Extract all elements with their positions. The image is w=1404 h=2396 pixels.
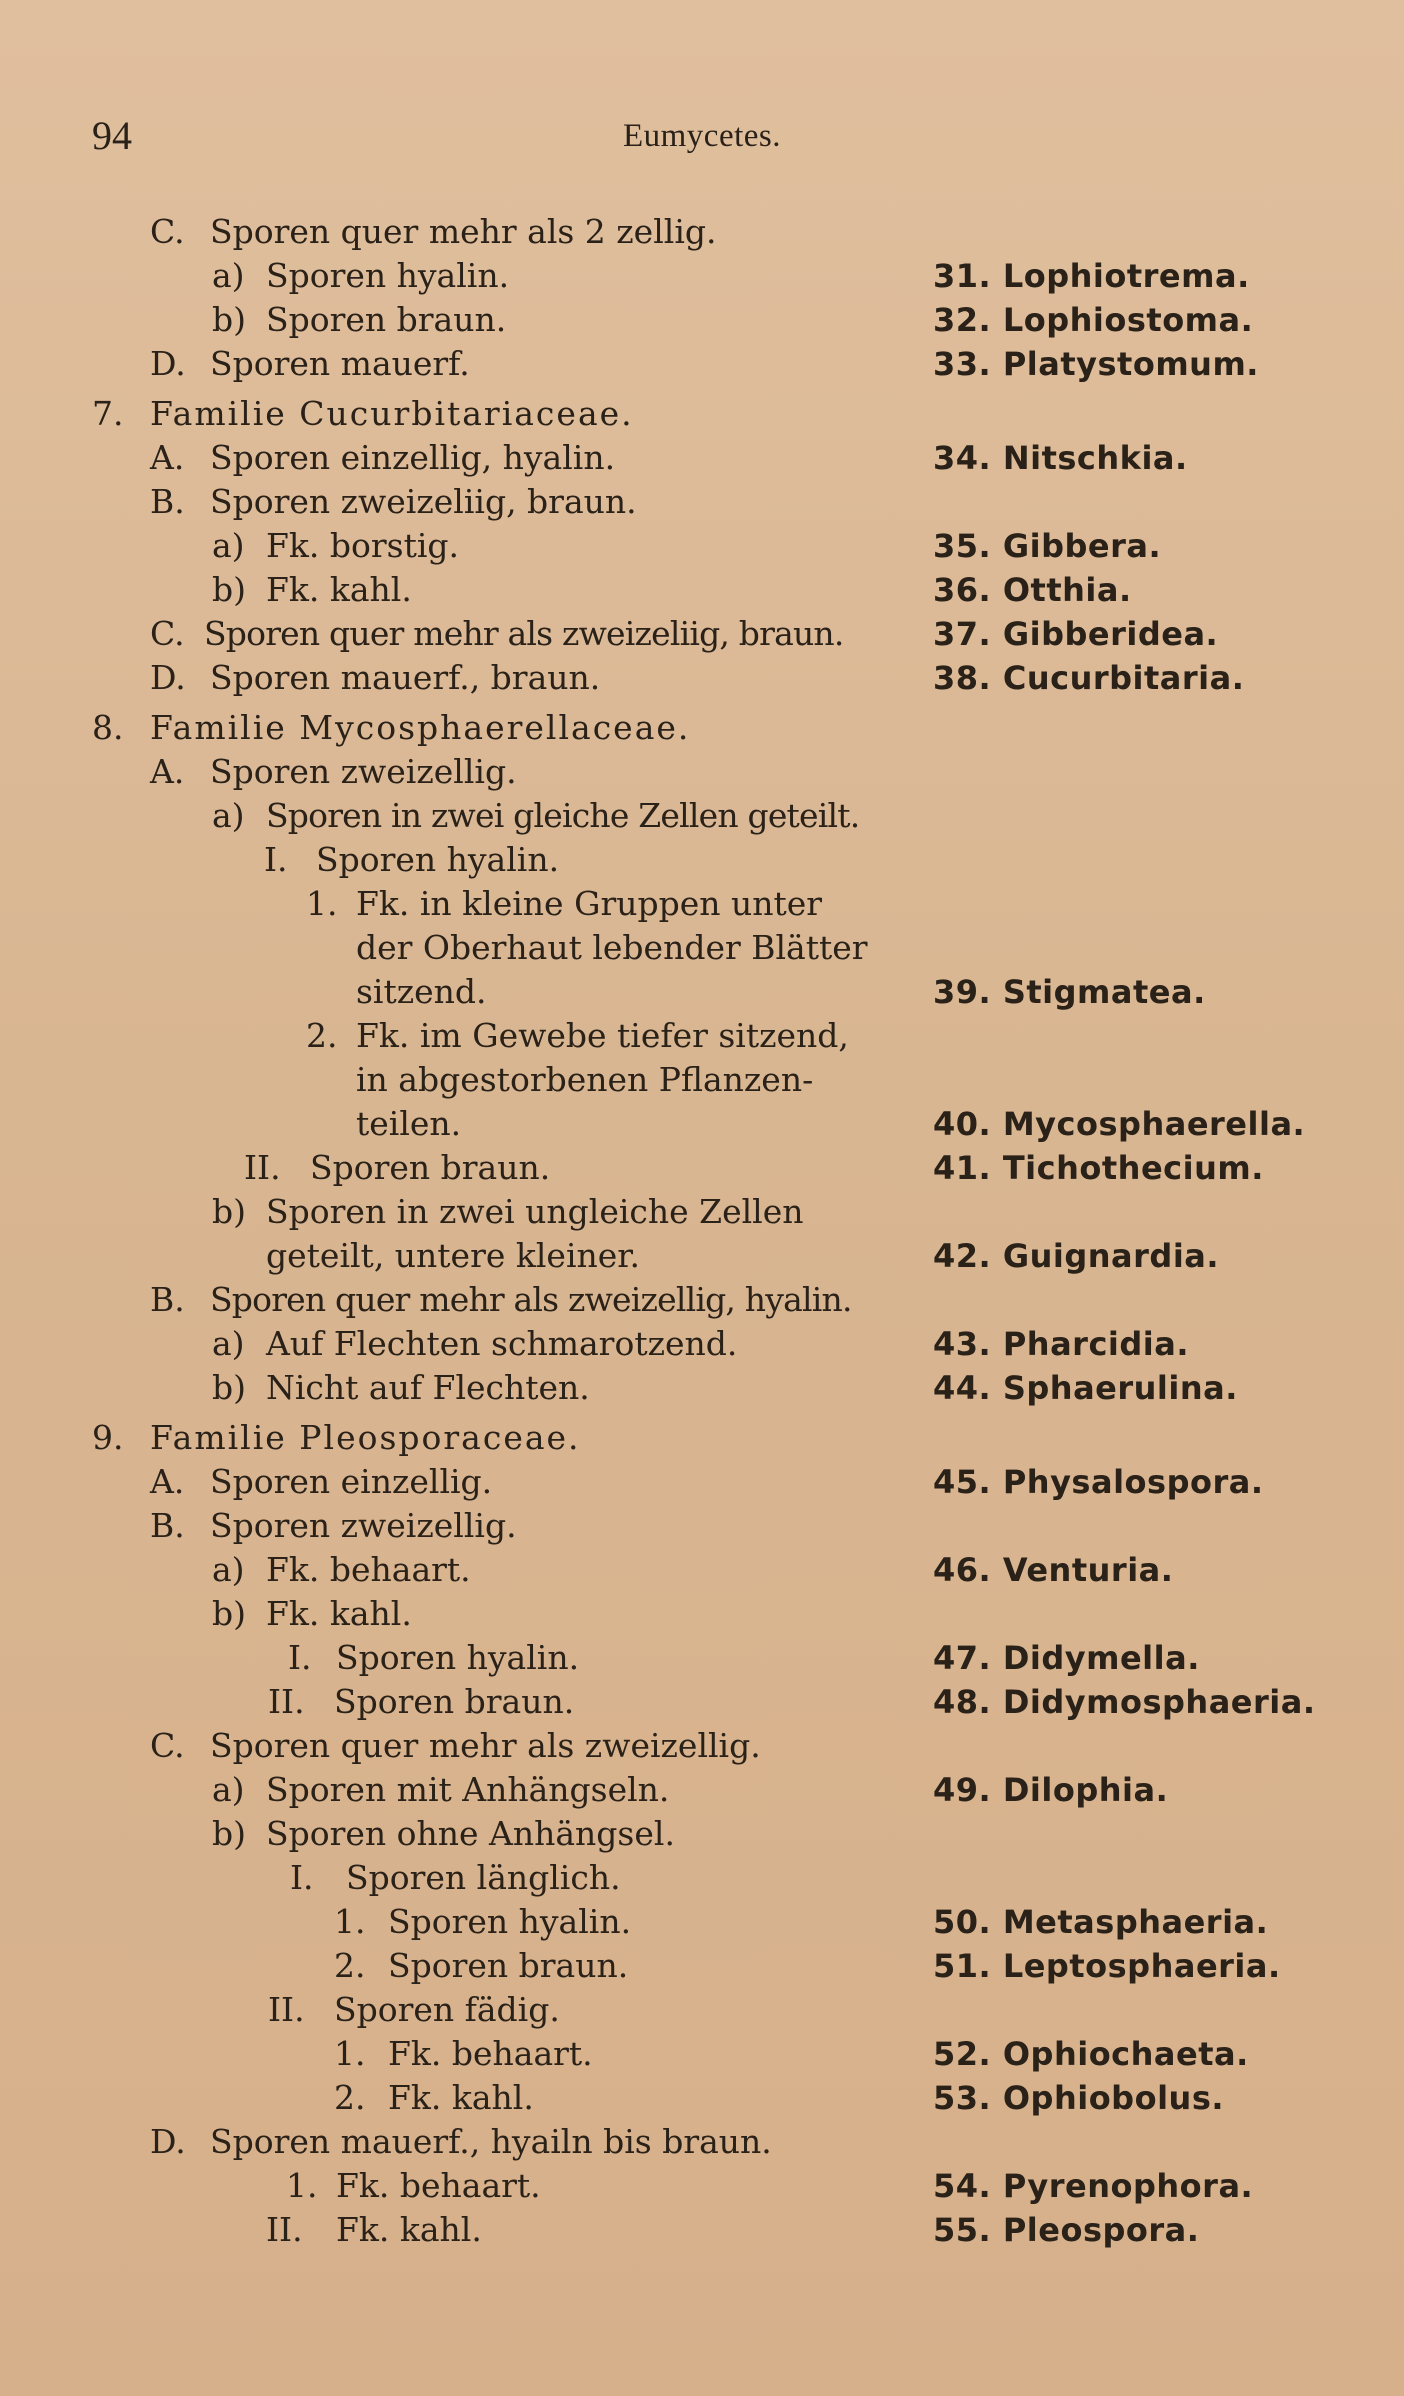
key-text: Sporen hyalin. xyxy=(266,256,510,295)
running-title: Eumycetes. xyxy=(622,118,782,154)
key-text: Sporen mit Anhängseln. xyxy=(266,1770,670,1809)
key-text: Sporen in zwei ungleiche Zellen xyxy=(266,1192,804,1231)
key-text: Fk. behaart. xyxy=(266,1550,471,1589)
key-mark: 1. xyxy=(334,2034,366,2073)
key-mark: a) xyxy=(212,256,245,295)
genus-name: 31. Lophiotrema. xyxy=(933,257,1250,295)
key-text: Sporen hyalin. xyxy=(336,1638,580,1677)
family-heading: Familie Pleosporaceae. xyxy=(150,1418,581,1457)
key-mark: b) xyxy=(212,1368,246,1407)
key-text: Auf Flechten schmarotzend. xyxy=(266,1324,738,1363)
key-mark: D. xyxy=(150,344,186,383)
key-row xyxy=(0,1900,1404,1944)
key-text: Sporen zweizellig. xyxy=(210,752,517,791)
key-row xyxy=(0,1768,1404,1812)
key-mark: B. xyxy=(150,482,185,521)
key-text: Sporen quer mehr als zweizeliig, braun. xyxy=(204,614,844,653)
key-mark: a) xyxy=(212,1324,245,1363)
key-row xyxy=(0,882,1404,926)
key-text: Sporen ohne Anhängsel. xyxy=(266,1814,675,1853)
key-row xyxy=(0,2032,1404,2076)
key-row xyxy=(0,1592,1404,1636)
key-text: der Oberhaut lebender Blätter xyxy=(356,928,868,967)
key-text: Sporen hyalin. xyxy=(316,840,560,879)
key-row xyxy=(0,1548,1404,1592)
key-mark: a) xyxy=(212,796,245,835)
key-text: Sporen braun. xyxy=(334,1682,575,1721)
page-number: 94 xyxy=(92,113,132,158)
key-text: Fk. kahl. xyxy=(266,1594,412,1633)
key-text: Sporen quer mehr als 2 zellig. xyxy=(210,212,717,251)
key-mark: b) xyxy=(212,1814,246,1853)
key-row xyxy=(0,2076,1404,2120)
key-mark: A. xyxy=(150,438,185,477)
key-row xyxy=(0,750,1404,794)
key-mark: b) xyxy=(212,300,246,339)
key-row xyxy=(0,1190,1404,1234)
key-text: Sporen zweizellig. xyxy=(210,1506,517,1545)
genus-name: 52. Ophiochaeta. xyxy=(933,2035,1249,2073)
family-heading: Familie Cucurbitariaceae. xyxy=(150,394,634,433)
key-mark: b) xyxy=(212,1594,246,1633)
key-mark: 1. xyxy=(334,1902,366,1941)
key-text: Sporen in zwei gleiche Zellen geteilt. xyxy=(266,796,860,835)
key-row xyxy=(0,2120,1404,2164)
key-mark: I. xyxy=(288,1638,312,1677)
genus-name: 40. Mycosphaerella. xyxy=(933,1105,1306,1143)
key-row xyxy=(0,612,1404,656)
key-row xyxy=(0,1058,1404,1102)
key-mark: B. xyxy=(150,1280,185,1319)
key-text: Sporen länglich. xyxy=(346,1858,621,1897)
key-row xyxy=(0,1460,1404,1504)
key-row xyxy=(0,524,1404,568)
key-row xyxy=(0,480,1404,524)
genus-name: 33. Platystomum. xyxy=(933,345,1259,383)
key-row xyxy=(0,1322,1404,1366)
key-row xyxy=(0,210,1404,254)
genus-name: 46. Venturia. xyxy=(933,1551,1174,1589)
key-row xyxy=(0,1014,1404,1058)
key-text: Sporen braun. xyxy=(388,1946,629,1985)
family-heading: Familie Mycosphaerellaceae. xyxy=(150,708,691,747)
key-row xyxy=(0,1416,1404,1460)
genus-name: 53. Ophiobolus. xyxy=(933,2079,1225,2117)
key-row xyxy=(0,1504,1404,1548)
key-mark: II. xyxy=(266,2210,303,2249)
key-mark: C. xyxy=(150,212,185,251)
key-row xyxy=(0,656,1404,700)
genus-name: 35. Gibbera. xyxy=(933,527,1162,565)
key-text: Sporen fädig. xyxy=(334,1990,560,2029)
key-text: Fk. behaart. xyxy=(336,2166,541,2205)
key-mark: I. xyxy=(290,1858,314,1897)
genus-name: 37. Gibberidea. xyxy=(933,615,1219,653)
key-mark: C. xyxy=(150,1726,185,1765)
genus-name: 39. Stigmatea. xyxy=(933,973,1206,1011)
genus-name: 36. Otthia. xyxy=(933,571,1132,609)
key-mark: B. xyxy=(150,1506,185,1545)
key-row xyxy=(0,1102,1404,1146)
genus-name: 55. Pleospora. xyxy=(933,2211,1200,2249)
key-text: sitzend. xyxy=(356,972,487,1011)
key-text: Sporen braun. xyxy=(266,300,507,339)
key-text: Sporen einzellig, hyalin. xyxy=(210,438,616,477)
key-row xyxy=(0,1680,1404,1724)
key-mark: II. xyxy=(268,1990,305,2029)
genus-name: 50. Metasphaeria. xyxy=(933,1903,1269,1941)
key-mark: C. xyxy=(150,614,185,653)
identification-key xyxy=(0,210,1404,2252)
key-mark: II. xyxy=(244,1148,281,1187)
genus-name: 51. Leptosphaeria. xyxy=(933,1947,1281,1985)
key-row xyxy=(0,1812,1404,1856)
key-mark: D. xyxy=(150,2122,186,2161)
key-text: geteilt, untere kleiner. xyxy=(266,1236,640,1275)
key-mark: a) xyxy=(212,1770,245,1809)
key-mark: a) xyxy=(212,526,245,565)
key-text: Fk. kahl. xyxy=(388,2078,534,2117)
key-row xyxy=(0,1636,1404,1680)
key-mark: 2. xyxy=(334,1946,366,1985)
genus-name: 47. Didymella. xyxy=(933,1639,1200,1677)
genus-name: 34. Nitschkia. xyxy=(933,439,1188,477)
genus-name: 43. Pharcidia. xyxy=(933,1325,1189,1363)
key-mark: I. xyxy=(264,840,288,879)
key-text: Sporen mauerf. xyxy=(210,344,470,383)
key-mark: 1. xyxy=(286,2166,318,2205)
key-mark: 2. xyxy=(334,2078,366,2117)
key-mark: D. xyxy=(150,658,186,697)
key-mark: 2. xyxy=(306,1016,338,1055)
key-row xyxy=(0,342,1404,386)
key-text: Sporen einzellig. xyxy=(210,1462,493,1501)
key-row xyxy=(0,926,1404,970)
key-text: Fk. im Gewebe tiefer sitzend, xyxy=(356,1016,849,1055)
key-row xyxy=(0,392,1404,436)
key-row xyxy=(0,298,1404,342)
key-text: Fk. kahl. xyxy=(266,570,412,609)
key-text: Sporen zweizeliig, braun. xyxy=(210,482,637,521)
key-row xyxy=(0,1146,1404,1190)
key-text: Fk. in kleine Gruppen unter xyxy=(356,884,823,923)
genus-name: 42. Guignardia. xyxy=(933,1237,1220,1275)
key-mark: II. xyxy=(268,1682,305,1721)
key-row xyxy=(0,254,1404,298)
key-row xyxy=(0,794,1404,838)
genus-name: 54. Pyrenophora. xyxy=(933,2167,1254,2205)
key-row xyxy=(0,1944,1404,1988)
key-text: Sporen quer mehr als zweizellig. xyxy=(210,1726,761,1765)
key-row xyxy=(0,1988,1404,2032)
key-row xyxy=(0,568,1404,612)
key-row xyxy=(0,1856,1404,1900)
key-mark: 1. xyxy=(306,884,338,923)
key-mark: 7. xyxy=(92,394,124,433)
key-row xyxy=(0,838,1404,882)
genus-name: 44. Sphaerulina. xyxy=(933,1369,1238,1407)
genus-name: 38. Cucurbitaria. xyxy=(933,659,1245,697)
key-text: Sporen mauerf., braun. xyxy=(210,658,601,697)
key-row xyxy=(0,1724,1404,1768)
key-text: Fk. borstig. xyxy=(266,526,460,565)
genus-name: 49. Dilophia. xyxy=(933,1771,1169,1809)
key-row xyxy=(0,1278,1404,1322)
key-row xyxy=(0,2208,1404,2252)
genus-name: 48. Didymosphaeria. xyxy=(933,1683,1316,1721)
key-row xyxy=(0,2164,1404,2208)
key-text: Nicht auf Flechten. xyxy=(266,1368,590,1407)
key-text: Sporen hyalin. xyxy=(388,1902,632,1941)
key-mark: A. xyxy=(150,1462,185,1501)
genus-name: 45. Physalospora. xyxy=(933,1463,1264,1501)
key-mark: A. xyxy=(150,752,185,791)
key-text: in abgestorbenen Pflanzen- xyxy=(356,1060,814,1099)
key-mark: 8. xyxy=(92,708,124,747)
key-mark: b) xyxy=(212,1192,246,1231)
key-text: Sporen quer mehr als zweizellig, hyalin. xyxy=(210,1280,852,1319)
key-row xyxy=(0,1366,1404,1410)
key-row xyxy=(0,706,1404,750)
key-mark: b) xyxy=(212,570,246,609)
key-text: Sporen braun. xyxy=(310,1148,551,1187)
key-mark: 9. xyxy=(92,1418,124,1457)
key-row xyxy=(0,970,1404,1014)
key-text: teilen. xyxy=(356,1104,462,1143)
key-row xyxy=(0,1234,1404,1278)
key-mark: a) xyxy=(212,1550,245,1589)
key-text: Fk. behaart. xyxy=(388,2034,593,2073)
key-row xyxy=(0,436,1404,480)
key-text: Fk. kahl. xyxy=(336,2210,482,2249)
key-text: Sporen mauerf., hyailn bis braun. xyxy=(210,2122,772,2161)
genus-name: 32. Lophiostoma. xyxy=(933,301,1254,339)
genus-name: 41. Tichothecium. xyxy=(933,1149,1264,1187)
